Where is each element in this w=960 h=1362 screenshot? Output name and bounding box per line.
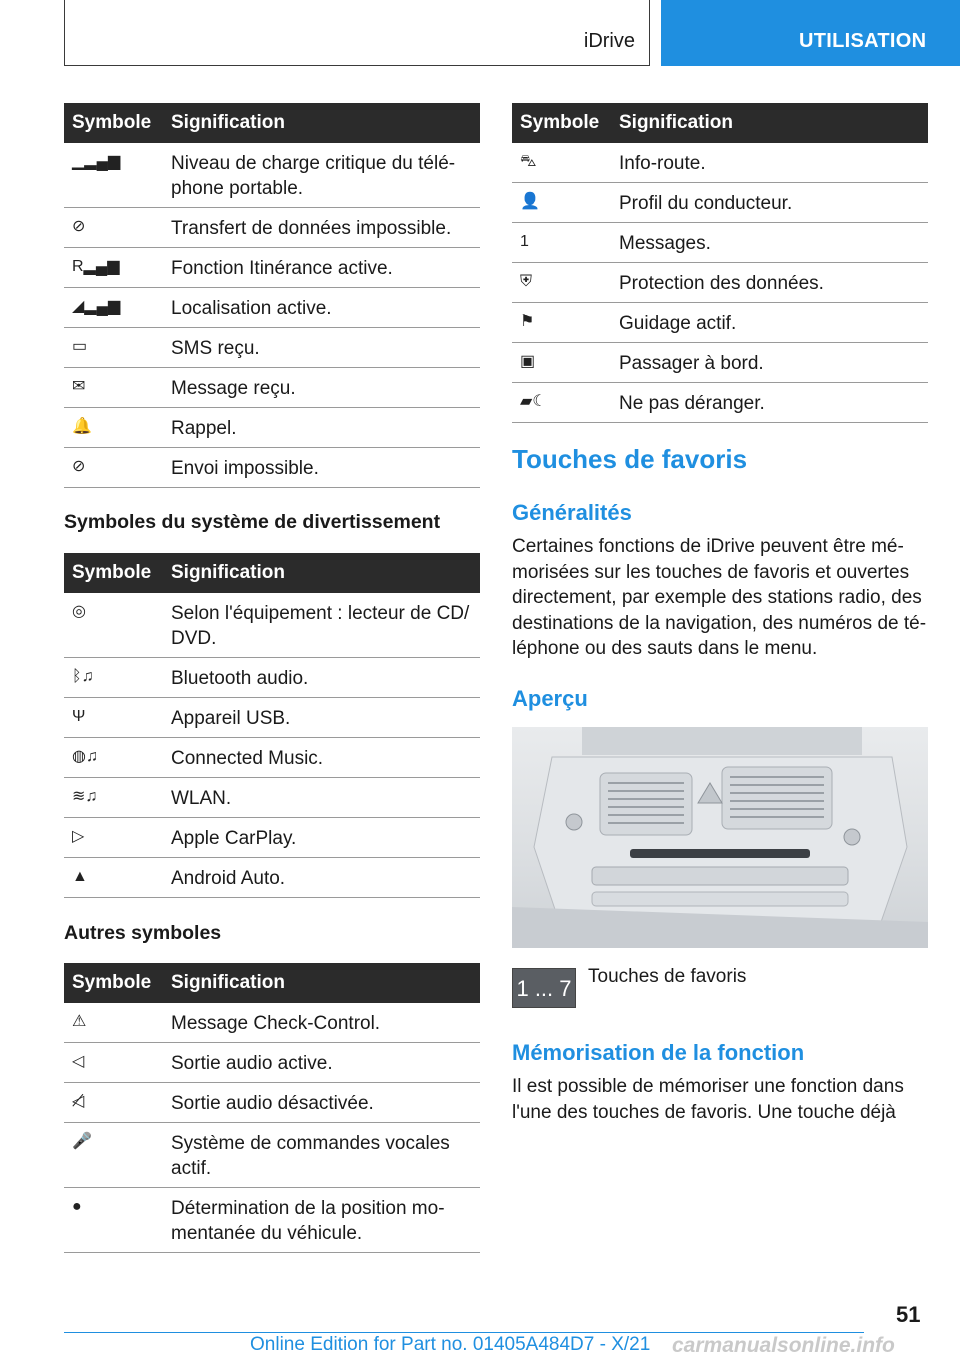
compass-icon: ● bbox=[72, 1198, 82, 1215]
table-row bbox=[64, 658, 480, 698]
microphone-icon: 🎤 bbox=[72, 1133, 92, 1150]
header-symbol: Symbole bbox=[520, 112, 600, 133]
table-row bbox=[64, 1123, 480, 1188]
table-row bbox=[64, 593, 480, 658]
center-console-illustration bbox=[512, 727, 928, 948]
table-row bbox=[64, 328, 480, 368]
table-row bbox=[64, 143, 480, 208]
table-header bbox=[64, 103, 480, 143]
row-meaning: Message Check-Control. bbox=[171, 1013, 381, 1034]
table-row bbox=[512, 143, 928, 183]
row-meaning: Info-route. bbox=[619, 153, 706, 174]
watermark: carmanualsonline.info bbox=[672, 1334, 895, 1357]
overview-title: Aperçu bbox=[512, 686, 588, 711]
footer-divider bbox=[64, 1332, 864, 1333]
row-meaning: Fonction Itinérance active. bbox=[171, 258, 393, 279]
other-symbols-title: Autres symboles bbox=[64, 922, 222, 944]
center-console-photo bbox=[512, 727, 928, 948]
row-meaning: Passager à bord. bbox=[619, 353, 764, 374]
table-row bbox=[64, 248, 480, 288]
table-row bbox=[64, 698, 480, 738]
disc-icon: ◎ bbox=[72, 603, 86, 620]
traffic-info-icon: ⛍ bbox=[520, 153, 537, 170]
table-row bbox=[64, 288, 480, 328]
privacy-icon: ⛨ bbox=[520, 273, 533, 290]
table-row bbox=[64, 858, 480, 898]
row-meaning: Connected Music. bbox=[171, 748, 324, 769]
table-row bbox=[512, 223, 928, 263]
driver-profile-icon: 👤 bbox=[520, 193, 540, 210]
row-meaning: WLAN. bbox=[171, 788, 232, 809]
bell-icon: 🔔 bbox=[72, 418, 92, 435]
table-row bbox=[512, 263, 928, 303]
sms-icon: ▭ bbox=[72, 338, 88, 355]
table-row bbox=[512, 343, 928, 383]
header-meaning: Signification bbox=[171, 112, 285, 133]
status-symbols-table bbox=[64, 103, 480, 488]
table-row bbox=[64, 1083, 480, 1123]
footer-edition: Online Edition for Part no. 01405A484D7 - X/21 bbox=[250, 1334, 651, 1355]
table-row bbox=[64, 208, 480, 248]
table-row bbox=[64, 818, 480, 858]
envelope-icon: ✉ bbox=[72, 378, 86, 395]
row-meaning: Selon l'équipement : lecteur de CD/ DVD. bbox=[171, 603, 470, 649]
bluetooth-audio-icon: ᛒ♫ bbox=[72, 668, 94, 685]
table-row bbox=[64, 368, 480, 408]
table-row bbox=[64, 778, 480, 818]
wlan-icon: ≋♫ bbox=[72, 788, 98, 805]
row-meaning: Sortie audio désactivée. bbox=[171, 1093, 374, 1114]
table-row bbox=[512, 303, 928, 343]
row-meaning: Localisation active. bbox=[171, 298, 332, 319]
row-meaning: SMS reçu. bbox=[171, 338, 260, 359]
row-meaning: Guidage actif. bbox=[619, 313, 737, 334]
row-meaning: Détermination de la position mo-mentanée du véhicule. bbox=[171, 1198, 445, 1244]
header-meaning: Signification bbox=[171, 972, 285, 993]
table-header bbox=[512, 103, 928, 143]
data-blocked-icon: ⊘ bbox=[72, 218, 86, 235]
other-symbols-table bbox=[64, 963, 480, 1253]
table-row bbox=[64, 408, 480, 448]
row-meaning: Appareil USB. bbox=[171, 708, 291, 729]
route-guidance-icon: ⚑ bbox=[520, 313, 535, 330]
carplay-icon: ▷ bbox=[72, 828, 85, 845]
favorite-keys-badge: 1 ... 7 bbox=[512, 968, 576, 1008]
favorites-title: Touches de favoris bbox=[512, 444, 748, 474]
roaming-icon: R▂▄▆ bbox=[72, 258, 120, 275]
general-title: Généralités bbox=[512, 500, 632, 525]
speaker-icon: ◁ bbox=[72, 1053, 85, 1070]
speaker-muted-icon: ◁̸ bbox=[72, 1093, 85, 1110]
row-meaning: Messages. bbox=[619, 233, 711, 254]
table-row bbox=[64, 1188, 480, 1253]
row-meaning: Envoi impossible. bbox=[171, 458, 319, 479]
table-row bbox=[64, 1043, 480, 1083]
do-not-disturb-icon: ▰☾ bbox=[520, 393, 547, 410]
android-auto-icon: ▲ bbox=[72, 868, 88, 885]
connected-music-icon: ◍♫ bbox=[72, 748, 98, 765]
header-section-title: iDrive bbox=[583, 30, 635, 52]
table-row bbox=[512, 183, 928, 223]
header-chapter-title: UTILISATION bbox=[799, 30, 927, 52]
favorite-keys-caption: Touches de favoris bbox=[588, 966, 747, 987]
table-row bbox=[64, 1003, 480, 1043]
row-meaning: Message reçu. bbox=[171, 378, 296, 399]
general-text: Certaines fonctions de iDrive peuvent être mé-morisées sur les touches de favoris et ouvertes directement, par exemple des stations radio, des destinations de la navigation, des numéros de té-léphone ou des sauts dans le menu. bbox=[512, 536, 927, 659]
header-meaning: Signification bbox=[171, 562, 285, 583]
table-row bbox=[512, 383, 928, 423]
memorize-text: Il est possible de mémoriser une fonction dans l'une des touches de favoris. Une touche déjà bbox=[512, 1076, 904, 1123]
entertainment-symbols-title: Symboles du système de divertissement bbox=[64, 511, 441, 533]
passenger-icon: ▣ bbox=[520, 353, 536, 370]
memorize-title: Mémorisation de la fonction bbox=[512, 1040, 805, 1065]
table-header bbox=[64, 553, 480, 593]
display-symbols-table bbox=[512, 103, 928, 423]
header-symbol: Symbole bbox=[72, 972, 152, 993]
header-symbol: Symbole bbox=[72, 562, 152, 583]
row-meaning: Profil du conducteur. bbox=[619, 193, 793, 214]
send-blocked-icon: ⊘ bbox=[72, 458, 86, 475]
messages-count-icon: 1 bbox=[520, 233, 529, 250]
header-section-box bbox=[64, 0, 650, 66]
row-meaning: Sortie audio active. bbox=[171, 1053, 333, 1074]
table-row bbox=[64, 738, 480, 778]
header-chapter-tab bbox=[661, 0, 960, 66]
page-number: 51 bbox=[896, 1302, 921, 1327]
row-meaning: Ne pas déranger. bbox=[619, 393, 765, 414]
table-header bbox=[64, 963, 480, 1003]
row-meaning: Apple CarPlay. bbox=[171, 828, 297, 849]
location-signal-icon: ◢▂▄▆ bbox=[72, 298, 121, 315]
row-meaning: Rappel. bbox=[171, 418, 237, 439]
entertainment-symbols-table bbox=[64, 553, 480, 898]
row-meaning: Transfert de données impossible. bbox=[171, 218, 452, 239]
row-meaning: Android Auto. bbox=[171, 868, 286, 889]
row-meaning: Bluetooth audio. bbox=[171, 668, 309, 689]
table-row bbox=[64, 448, 480, 488]
header-symbol: Symbole bbox=[72, 112, 152, 133]
signal-bars-icon: ▁▂▄▆ bbox=[72, 153, 121, 170]
row-meaning: Protection des données. bbox=[619, 273, 824, 294]
warning-icon: ⚠ bbox=[72, 1013, 87, 1030]
usb-icon: Ψ bbox=[72, 708, 86, 725]
header-meaning: Signification bbox=[619, 112, 733, 133]
row-meaning: Niveau de charge critique du télé-phone portable. bbox=[171, 153, 456, 199]
row-meaning: Système de commandes vocales actif. bbox=[171, 1133, 450, 1179]
